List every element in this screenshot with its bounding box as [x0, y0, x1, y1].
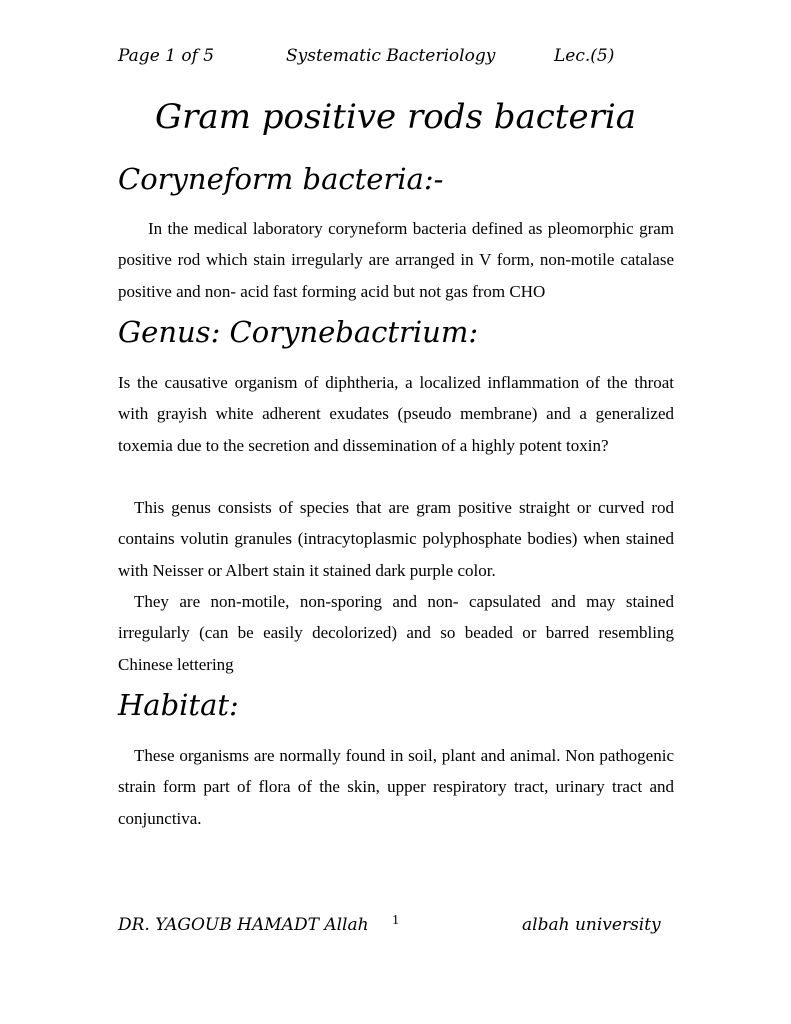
- footer-author: DR. YAGOUB HAMADT Allah: [118, 915, 369, 935]
- header-lecture-number: Lec.(5): [554, 46, 615, 66]
- heading-coryneform: Coryneform bacteria:-: [118, 162, 444, 196]
- header-course-title: Systematic Bacteriology: [286, 46, 496, 66]
- document-title: Gram positive rods bacteria: [155, 97, 636, 137]
- page-header: [118, 46, 678, 74]
- paragraph-genus-1: Is the causative organism of diphtheria, a localized inflammation of the throat with grayish white adherent exudates (pseudo membrane) and a generalized toxemia due to the secretion and dissemination of a highly potent toxin?: [118, 373, 674, 455]
- paragraph-genus-3: They are non-motile, non-sporing and non- capsulated and may stained irregularly (can be easily decolorized) and so beaded or barred resembling Chinese lettering: [118, 592, 674, 674]
- footer-page-number: 1: [392, 913, 399, 928]
- footer-institution: albah university: [522, 915, 661, 935]
- header-page-indicator: Page 1 of 5: [118, 46, 215, 66]
- heading-habitat: Habitat:: [118, 688, 239, 722]
- paragraph-habitat: These organisms are normally found in soil, plant and animal. Non pathogenic strain form part of flora of the skin, upper respiratory tract, urinary tract and conjunctiva.: [118, 746, 674, 828]
- paragraph-coryneform: In the medical laboratory coryneform bacteria defined as pleomorphic gram positive rod which stain irregularly are arranged in V form, non-motile catalase positive and non- acid fast forming acid but not gas from CHO: [118, 219, 674, 301]
- paragraph-genus-2: This genus consists of species that are gram positive straight or curved rod contains volutin granules (intracytoplasmic polyphosphate bodies) when stained with Neisser or Albert stain it stained dark purple color.: [118, 498, 674, 580]
- page-footer: [118, 915, 678, 945]
- heading-genus: Genus: Corynebactrium:: [118, 315, 479, 349]
